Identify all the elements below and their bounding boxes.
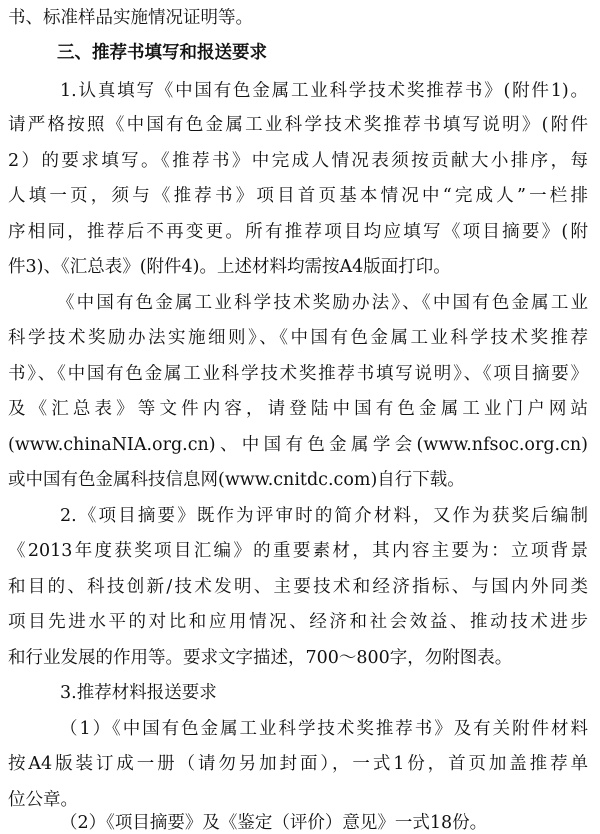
paragraph-line: 和行业发展的作用等。要求文字描述，700～800字，勿附图表。 [8,648,513,668]
paragraph-line: 或中国有色金属科技信息网(www.cnitdc.com)自行下载。 [8,470,465,490]
subsection-heading: 3.推荐材料报送要求 [60,683,217,703]
paragraph-line: 《中国有色金属工业科学技术奖励办法》、《中国有色金属工业 [57,293,588,313]
paragraph-line: 件3)、《汇总表》(附件4)。上述材料均需按A4版面打印。 [8,257,451,277]
paragraph-line: 2.《项目摘要》既作为评审时的简介材料，又作为获奖后编制 [60,506,588,526]
paragraph-line: （2）《项目摘要》及《鉴定（评价）意见》一式18份。 [60,813,488,833]
paragraph-line: 科学技术奖励办法实施细则》、《中国有色金属工业科学技术奖推荐 [8,328,588,348]
paragraph-line: 按A4版装订成一册（请勿另加封面），一式1份，首页加盖推荐单 [8,754,588,774]
paragraph-line: 序相同，推荐后不再变更。所有推荐项目均应填写《项目摘要》(附 [8,222,588,242]
paragraph-line: 1.认真填写《中国有色金属工业科学技术奖推荐书》(附件1)。 [60,81,588,101]
paragraph-line: 书》、《中国有色金属工业科学技术奖推荐书填写说明》、《项目摘要》 [8,364,588,384]
paragraph-line: （1）《中国有色金属工业科学技术奖推荐书》及有关附件材料 [60,719,588,739]
section-heading: 三、推荐书填写和报送要求 [57,43,267,63]
paragraph-line: 项目先进水平的对比和应用情况、经济和社会效益、推动技术进步 [8,612,588,632]
paragraph-line: 请严格按照《中国有色金属工业科学技术奖推荐书填写说明》(附件 [8,115,588,135]
paragraph-line: 人填一页，须与《推荐书》项目首页基本情况中“完成人”一栏排 [8,186,588,206]
paragraph-line: 书、标准样品实施情况证明等。 [8,8,253,28]
paragraph-line: (www.chinaNIA.org.cn)、中国有色金属学会(www.nfsoc.org.cn) [8,435,588,455]
paragraph-line: 2）的要求填写。《推荐书》中完成人情况表须按贡献大小排序，每 [8,151,588,171]
paragraph-line: 和目的、科技创新/技术发明、主要技术和经济指标、与国内外同类 [8,577,588,597]
paragraph-line: 《2013年度获奖项目汇编》的重要素材，其内容主要为：立项背景 [8,541,588,561]
paragraph-line: 及《汇总表》等文件内容，请登陆中国有色金属工业门户网站 [8,399,588,419]
paragraph-line: 位公章。 [8,790,78,810]
